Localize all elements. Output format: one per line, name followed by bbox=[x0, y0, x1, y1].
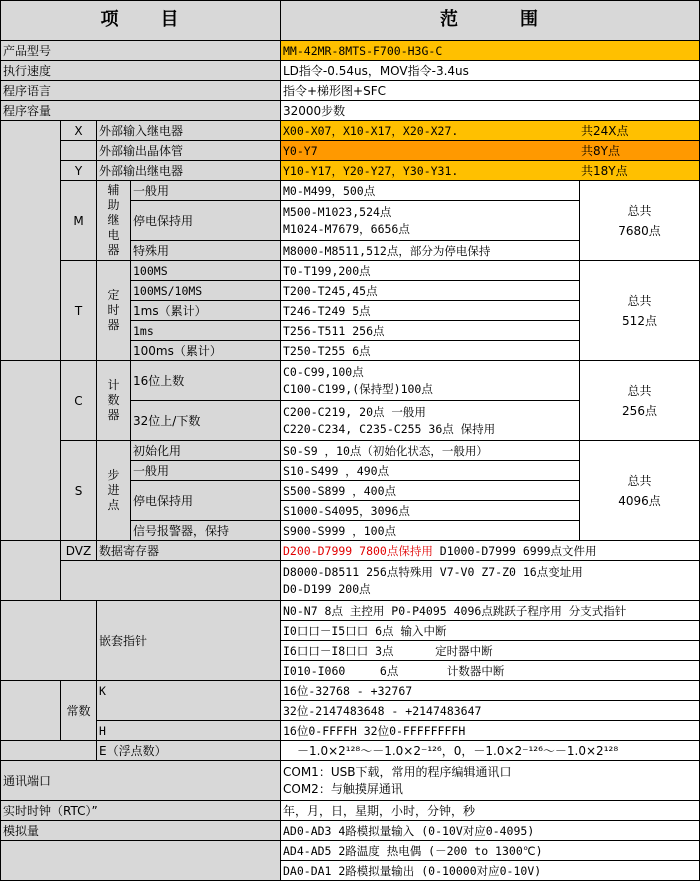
s-value-2: S500-S899 ，400点 bbox=[281, 481, 580, 501]
m-value-0: M0-M499，500点 bbox=[281, 181, 580, 201]
s-label-2 bbox=[131, 481, 281, 521]
m-label-1-text: 停电保持用 bbox=[133, 213, 194, 228]
c-code-text: C bbox=[74, 393, 83, 408]
transistor-code-blank bbox=[61, 141, 97, 161]
dvz-retained: D200-D7999 7800点保持用 bbox=[283, 544, 433, 558]
y-value bbox=[281, 161, 700, 181]
speed-value: LD指令-0.54us，MOV指令-3.4us bbox=[281, 61, 700, 81]
capacity-label: 程序容量 bbox=[1, 101, 281, 121]
m-label-2: 特殊用 bbox=[131, 241, 281, 261]
s-label-0: 初始化用 bbox=[131, 441, 281, 461]
nest-label bbox=[97, 601, 281, 681]
c-label-1-text: 32位上/下数 bbox=[133, 413, 201, 428]
nest-value-0: N0-N7 8点 主控用 P0-P4095 4096点跳跃子程序用 分支式指针 bbox=[281, 601, 700, 621]
const-label-text: 常数 bbox=[66, 703, 91, 718]
dvz-value-1-line-1: D0-D199 200点 bbox=[283, 581, 371, 596]
c-total-line-0: 总共 bbox=[627, 383, 652, 398]
s-label-1: 一般用 bbox=[131, 461, 281, 481]
c-label-1 bbox=[131, 401, 281, 441]
t-value-3: T256-T511 256点 bbox=[281, 321, 580, 341]
header-item: 项 目 bbox=[1, 1, 281, 41]
t-group-text: 定时器 bbox=[107, 288, 120, 332]
const-k-value-1: 32位-2147483648 - +2147483647 bbox=[281, 701, 700, 721]
c-value-1-line-1: C220-C234, C235-C255 36点 保持用 bbox=[283, 421, 496, 436]
analog-value-2: DA0-DA1 2路模拟量输出 (0-10000对应0-10V) bbox=[281, 861, 700, 881]
c-code bbox=[61, 361, 97, 441]
t-label-4: 100ms（累计） bbox=[131, 341, 281, 361]
c-group bbox=[97, 361, 131, 441]
const-k-code: K bbox=[97, 681, 281, 721]
rtc-label: 实时时钟（RTC）” bbox=[1, 801, 281, 821]
t-value-0: T0-T199,200点 bbox=[281, 261, 580, 281]
t-label-1: 100MS/10MS bbox=[131, 281, 281, 301]
s-label-4: 信号报警器，保持 bbox=[131, 521, 281, 541]
nest-value-2: I6口口－I8口口 3点 定时器中断 bbox=[281, 641, 700, 661]
const-e-code: E（浮点数） bbox=[97, 741, 281, 761]
comm-label-text: 通讯端口 bbox=[3, 773, 52, 788]
speed-label: 执行速度 bbox=[1, 61, 281, 81]
m-code bbox=[61, 181, 97, 261]
analog-value-1: AD4-AD5 2路温度 热电偶 (－200 to 1300℃) bbox=[281, 841, 700, 861]
dvz-value-1-line-0: D8000-D8511 256点特殊用 V7-V0 Z7-Z0 16点变址用 bbox=[283, 564, 583, 579]
c-label-0 bbox=[131, 361, 281, 401]
x-label: 外部输入继电器 bbox=[97, 121, 281, 141]
t-label-0: 100MS bbox=[131, 261, 281, 281]
x-total: 共24X点 bbox=[581, 124, 629, 138]
m-total-line-1: 7680点 bbox=[618, 223, 661, 238]
c-value-1 bbox=[281, 401, 580, 441]
t-total-line-0: 总共 bbox=[627, 293, 652, 308]
t-value-4: T250-T255 6点 bbox=[281, 341, 580, 361]
dvz-value-0 bbox=[281, 541, 700, 561]
m-label-0: 一般用 bbox=[131, 181, 281, 201]
comm-label bbox=[1, 761, 281, 801]
y-total: 共18Y点 bbox=[581, 164, 628, 178]
header-range: 范 围 bbox=[281, 1, 700, 41]
y-label: 外部输出继电器 bbox=[97, 161, 281, 181]
t-label-3: 1ms bbox=[131, 321, 281, 341]
const-h-code: H bbox=[97, 721, 281, 741]
const-group-blank bbox=[1, 681, 61, 741]
s-code bbox=[61, 441, 97, 541]
m-value-2: M8000-M8511,512点，部分为停电保持 bbox=[281, 241, 580, 261]
analog-label: 模拟量 bbox=[1, 821, 281, 841]
dvz-label: 数据寄存器 bbox=[97, 541, 281, 561]
s-label-2-text: 停电保持用 bbox=[133, 493, 194, 508]
const-h-value: 16位0-FFFFH 32位0-FFFFFFFFH bbox=[281, 721, 700, 741]
x-code: X bbox=[61, 121, 97, 141]
t-value-1: T200-T245,45点 bbox=[281, 281, 580, 301]
const-e-value: －1.0×2¹²⁸～－1.0×2⁻¹²⁶，0，－1.0×2⁻¹²⁶～－1.0×2¹²⁸ bbox=[281, 741, 700, 761]
c-value-0-line-0: C0-C99,100点 bbox=[283, 364, 364, 379]
s-total bbox=[580, 441, 700, 541]
comm-value-line-0: COM1：USB下载，常用的程序编辑通讯口 bbox=[283, 764, 512, 779]
m-code-text: M bbox=[73, 213, 84, 228]
nest-value-3: I010-I060 6点 计数器中断 bbox=[281, 661, 700, 681]
dvz-sub-blank bbox=[61, 561, 281, 601]
nest-value-1: I0口口－I5口口 6点 输入中断 bbox=[281, 621, 700, 641]
c-value-1-line-0: C200-C219, 20点 一般用 bbox=[283, 404, 426, 419]
t-code-text: T bbox=[74, 303, 83, 318]
y-code: Y bbox=[61, 161, 97, 181]
x-range: X00-X07，X10-X17，X20-X27. bbox=[283, 124, 459, 138]
analog-blank bbox=[1, 841, 281, 881]
transistor-label: 外部输出晶体管 bbox=[97, 141, 281, 161]
s-group bbox=[97, 441, 131, 541]
capacity-value: 32000步数 bbox=[281, 101, 700, 121]
s-total-line-0: 总共 bbox=[627, 473, 652, 488]
c-value-0 bbox=[281, 361, 580, 401]
t-group bbox=[97, 261, 131, 361]
const-label bbox=[61, 681, 97, 741]
m-value-1-line-1: M1024-M7679，6656点 bbox=[283, 221, 410, 236]
transistor-range: Y0-Y7 bbox=[283, 144, 318, 158]
m-value-1 bbox=[281, 201, 580, 241]
dvz-value-1 bbox=[281, 561, 700, 601]
c-group-text: 计数器 bbox=[107, 378, 120, 422]
s-code-text: S bbox=[74, 483, 83, 498]
m-total-line-0: 总共 bbox=[627, 203, 652, 218]
c-total bbox=[580, 361, 700, 441]
nest-group-blank bbox=[1, 601, 97, 681]
comm-value bbox=[281, 761, 700, 801]
s-group-text: 步进点 bbox=[107, 468, 120, 512]
s-total-line-1: 4096点 bbox=[618, 493, 661, 508]
io-group-blank bbox=[1, 121, 61, 361]
dvz-file: D1000-D7999 6999点文件用 bbox=[432, 544, 597, 558]
transistor-total: 共8Y点 bbox=[581, 144, 620, 158]
m-total bbox=[580, 181, 700, 261]
model-value: MM-42MR-8MTS-F700-H3G-C bbox=[281, 41, 700, 61]
c-total-line-1: 256点 bbox=[622, 403, 657, 418]
rtc-value: 年，月，日，星期，小时，分钟，秒 bbox=[281, 801, 700, 821]
m-label-1 bbox=[131, 201, 281, 241]
c-value-0-line-1: C100-C199,(保持型)100点 bbox=[283, 381, 433, 396]
const-e-blank bbox=[1, 741, 97, 761]
s-value-4: S900-S999 ，100点 bbox=[281, 521, 580, 541]
y-range: Y10-Y17，Y20-Y27，Y30-Y31. bbox=[283, 164, 459, 178]
s-value-3: S1000-S4095，3096点 bbox=[281, 501, 580, 521]
x-value bbox=[281, 121, 700, 141]
dvz-group-blank bbox=[1, 541, 61, 601]
analog-value-0: AD0-AD3 4路模拟量输入 (0-10V对应0-4095) bbox=[281, 821, 700, 841]
t-label-2: 1ms（累计） bbox=[131, 301, 281, 321]
comm-value-line-1: COM2：与触摸屏通讯 bbox=[283, 781, 403, 796]
m-group bbox=[97, 181, 131, 261]
t-code bbox=[61, 261, 97, 361]
dvz-code: DVZ bbox=[61, 541, 97, 561]
m-value-1-line-0: M500-M1023,524点 bbox=[283, 204, 392, 219]
s-value-1: S10-S499 ，490点 bbox=[281, 461, 580, 481]
c-label-0-text: 16位上数 bbox=[133, 373, 185, 388]
t-total-line-1: 512点 bbox=[622, 313, 657, 328]
model-label: 产品型号 bbox=[1, 41, 281, 61]
language-value: 指令+梯形图+SFC bbox=[281, 81, 700, 101]
cs-group-blank bbox=[1, 361, 61, 541]
language-label: 程序语言 bbox=[1, 81, 281, 101]
t-total bbox=[580, 261, 700, 361]
t-value-2: T246-T249 5点 bbox=[281, 301, 580, 321]
const-k-value-0: 16位-32768 - +32767 bbox=[281, 681, 700, 701]
nest-label-text: 嵌套指针 bbox=[99, 633, 148, 648]
transistor-value bbox=[281, 141, 700, 161]
s-value-0: S0-S9 ，10点（初始化状态，一般用） bbox=[281, 441, 580, 461]
m-group-text: 辅助继电器 bbox=[107, 183, 120, 257]
